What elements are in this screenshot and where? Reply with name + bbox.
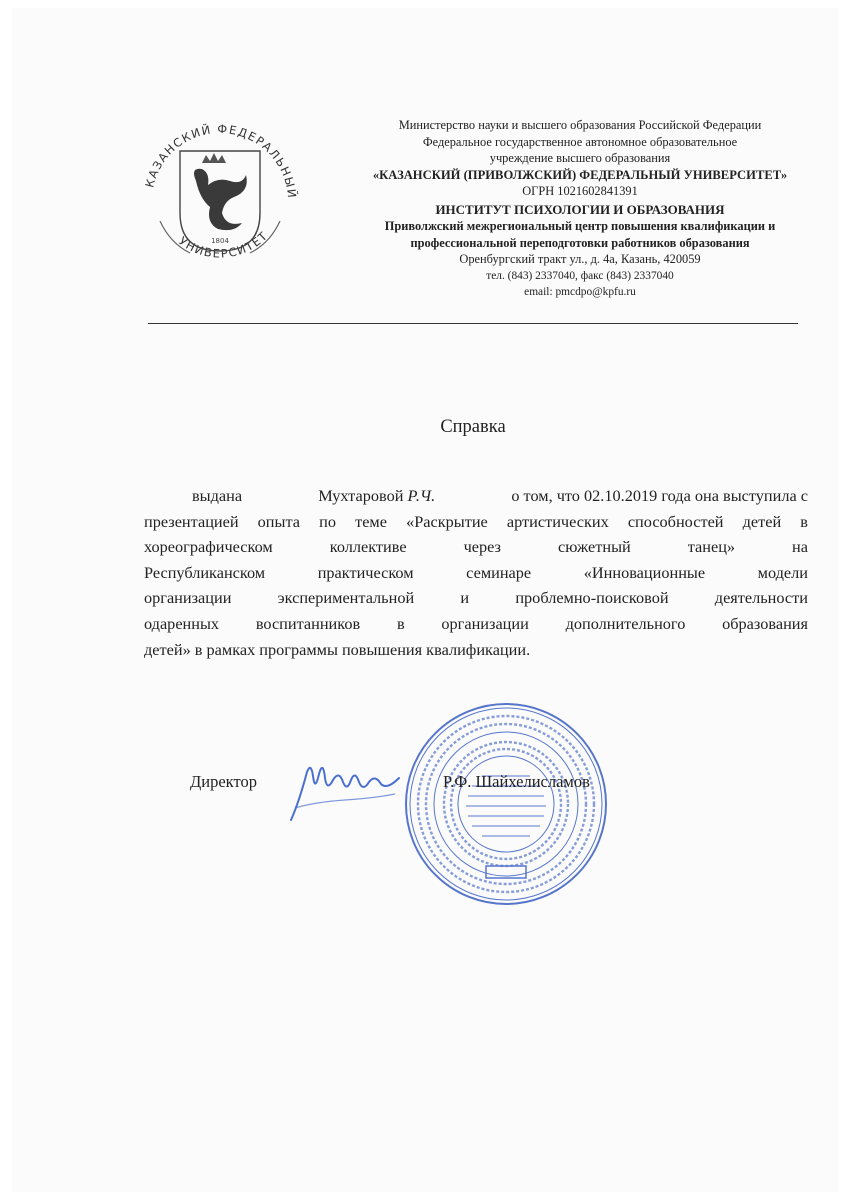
center-name-line1: Приволжский межрегиональный центр повышения квалификации и [384, 219, 776, 233]
body-line-5: организации экспериментальной и проблемно-поисковой деятельности [144, 588, 808, 608]
ogrn: ОГРН 1021602841391 [522, 184, 638, 198]
svg-text:КАЗАНСКИЙ ФЕДЕРАЛЬНЫЙ: КАЗАНСКИЙ ФЕДЕРАЛЬНЫЙ [142, 121, 300, 200]
body-line-3: хореографическом коллективе через сюжетный танец» на [144, 537, 808, 557]
address: Оренбургский тракт ул., д. 4а, Казань, 420059 [459, 252, 701, 266]
body-line-2: презентацией опыта по теме «Раскрытие артистических способностей детей в [144, 511, 808, 531]
svg-text:1804: 1804 [211, 237, 229, 245]
signatory-position: Директор [190, 772, 257, 791]
svg-text:УНИВЕРСИТЕТ: УНИВЕРСИТЕТ [176, 228, 271, 261]
letterhead [335, 117, 825, 301]
institute-name: ИНСТИТУТ ПСИХОЛОГИИ И ОБРАЗОВАНИЯ [435, 201, 725, 217]
issued-to-label: выдана [192, 486, 243, 505]
body-line-4: Республиканском практическом семинаре «Инновационные модели [144, 562, 808, 582]
institution-type-line-2: учреждение высшего образования [489, 151, 671, 165]
signatory-name: Р.Ф. Шайхелисламов [443, 772, 590, 791]
header-divider [148, 323, 798, 324]
recipient-name: Мухтаровой Р.Ч. [318, 486, 436, 505]
recipient-initials: Р.Ч. [407, 486, 436, 505]
director-signature [285, 752, 405, 827]
phone-fax: тел. (843) 2337040, факс (843) 2337040 [486, 269, 674, 282]
document-title: Справка [440, 417, 506, 437]
body-line-7: детей» в рамках программы повышения квалификации. [144, 639, 531, 659]
university-name: «КАЗАНСКИЙ (ПРИВОЛЖСКИЙ) ФЕДЕРАЛЬНЫЙ УНИВЕРСИТЕТ» [372, 167, 788, 182]
certificate-body [144, 483, 808, 662]
university-logo [130, 103, 310, 283]
institution-type-line: Федеральное государственное автономное образовательное [422, 134, 738, 149]
email: email: pmcdpo@kpfu.ru [524, 286, 636, 298]
center-name-line2: профессиональной переподготовки работников образования [410, 235, 750, 250]
body-line-1-rest: о том, что 02.10.2019 года она выступила с [511, 486, 808, 505]
body-line-6: одаренных воспитанников в организации дополнительного образования [144, 613, 808, 633]
official-stamp [402, 700, 610, 908]
ministry-line: Министерство науки и высшего образования Российской Федерации [398, 118, 762, 132]
body-line-1 [144, 483, 808, 509]
